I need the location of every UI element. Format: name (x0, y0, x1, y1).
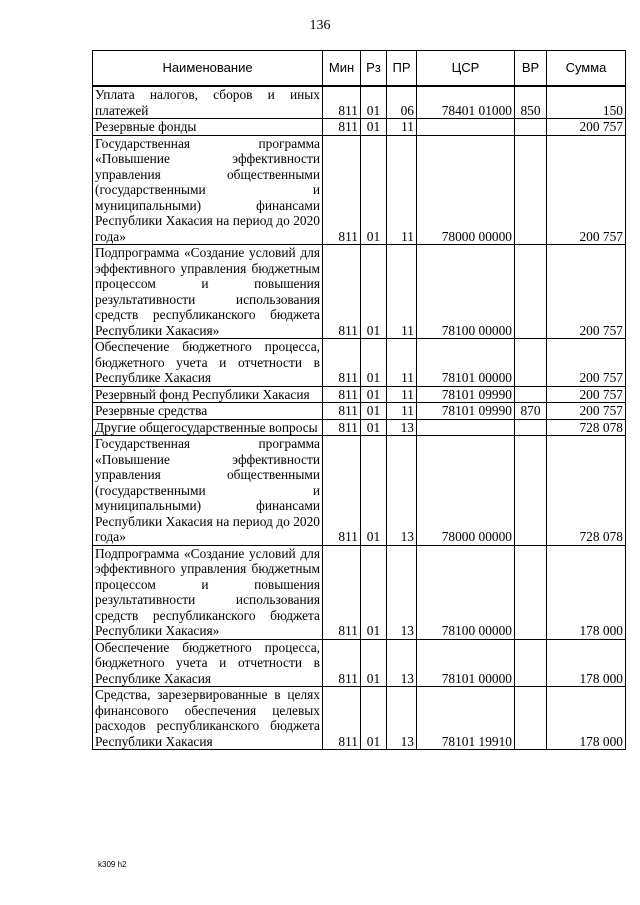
cell-rz: 01 (361, 245, 387, 339)
cell-min: 811 (323, 135, 361, 245)
cell-pr: 13 (387, 639, 417, 687)
cell-csr: 78101 09990 (417, 403, 515, 420)
cell-name: Подпрограмма «Создание условий для эффективного управления бюджетным процессом и повышения результативности использования средств республиканского бюджета Республики Хакасия» (93, 245, 323, 339)
header-min: Мин (323, 51, 361, 87)
cell-pr: 06 (387, 86, 417, 119)
budget-table (92, 50, 626, 750)
cell-name: Уплата налогов, сборов и иных платежей (93, 86, 323, 119)
cell-name: Резервные средства (93, 403, 323, 420)
header-name: Наименование (93, 51, 323, 87)
cell-min: 811 (323, 339, 361, 387)
cell-pr: 11 (387, 119, 417, 136)
header-rz: Рз (361, 51, 387, 87)
cell-csr (417, 119, 515, 136)
cell-min: 811 (323, 86, 361, 119)
cell-sum: 200 757 (547, 135, 626, 245)
cell-pr: 13 (387, 545, 417, 639)
cell-csr: 78101 09990 (417, 386, 515, 403)
cell-csr: 78000 00000 (417, 135, 515, 245)
cell-vr (515, 119, 547, 136)
cell-pr: 13 (387, 436, 417, 546)
cell-rz: 01 (361, 639, 387, 687)
cell-vr (515, 339, 547, 387)
table-row (93, 86, 626, 119)
cell-min: 811 (323, 245, 361, 339)
cell-min: 811 (323, 436, 361, 546)
cell-name: Резервный фонд Республики Хакасия (93, 386, 323, 403)
cell-rz: 01 (361, 687, 387, 750)
cell-csr: 78101 19910 (417, 687, 515, 750)
cell-pr: 11 (387, 135, 417, 245)
cell-csr: 78000 00000 (417, 436, 515, 546)
header-sum: Сумма (547, 51, 626, 87)
header-pr: ПР (387, 51, 417, 87)
cell-name: Резервные фонды (93, 119, 323, 136)
cell-name: Другие общегосударственные вопросы (93, 419, 323, 436)
cell-vr (515, 135, 547, 245)
cell-sum: 200 757 (547, 403, 626, 420)
cell-csr (417, 419, 515, 436)
cell-sum: 200 757 (547, 386, 626, 403)
cell-min: 811 (323, 386, 361, 403)
cell-min: 811 (323, 545, 361, 639)
table-row (93, 135, 626, 245)
cell-min: 811 (323, 403, 361, 420)
table-row (93, 545, 626, 639)
cell-sum: 728 078 (547, 419, 626, 436)
cell-pr: 11 (387, 386, 417, 403)
cell-sum: 200 757 (547, 245, 626, 339)
cell-name: Подпрограмма «Создание условий для эффективного управления бюджетным процессом и повышения результативности использования средств республиканского бюджета Республики Хакасия» (93, 545, 323, 639)
cell-csr: 78401 01000 (417, 86, 515, 119)
cell-name: Государственная программа «Повышение эффективности управления общественными (государственными и муниципальными) финансами Республики Хакасия на период до 2020 года» (93, 135, 323, 245)
cell-rz: 01 (361, 339, 387, 387)
cell-min: 811 (323, 687, 361, 750)
cell-vr (515, 639, 547, 687)
cell-rz: 01 (361, 436, 387, 546)
cell-sum: 150 (547, 86, 626, 119)
cell-pr: 11 (387, 245, 417, 339)
cell-rz: 01 (361, 86, 387, 119)
cell-rz: 01 (361, 419, 387, 436)
cell-vr: 850 (515, 86, 547, 119)
cell-csr: 78101 00000 (417, 639, 515, 687)
cell-sum: 728 078 (547, 436, 626, 546)
cell-pr: 11 (387, 339, 417, 387)
table-row (93, 687, 626, 750)
cell-name: Государственная программа «Повышение эффективности управления общественными (государственными и муниципальными) финансами Республики Хакасия на период до 2020 года» (93, 436, 323, 546)
cell-name: Обеспечение бюджетного процесса, бюджетного учета и отчетности в Республике Хакасия (93, 339, 323, 387)
cell-rz: 01 (361, 386, 387, 403)
table-row (93, 386, 626, 403)
cell-pr: 13 (387, 419, 417, 436)
table-row (93, 245, 626, 339)
cell-vr (515, 419, 547, 436)
cell-rz: 01 (361, 119, 387, 136)
cell-min: 811 (323, 639, 361, 687)
cell-min: 811 (323, 419, 361, 436)
cell-sum: 178 000 (547, 687, 626, 750)
cell-rz: 01 (361, 135, 387, 245)
cell-min: 811 (323, 119, 361, 136)
cell-csr: 78100 00000 (417, 245, 515, 339)
cell-vr (515, 386, 547, 403)
cell-rz: 01 (361, 545, 387, 639)
cell-sum: 200 757 (547, 339, 626, 387)
cell-name: Обеспечение бюджетного процесса, бюджетного учета и отчетности в Республике Хакасия (93, 639, 323, 687)
cell-vr: 870 (515, 403, 547, 420)
cell-pr: 11 (387, 403, 417, 420)
cell-vr (515, 687, 547, 750)
table-row (93, 339, 626, 387)
table-row (93, 436, 626, 546)
table-row (93, 639, 626, 687)
page-number: 136 (309, 18, 331, 33)
cell-vr (515, 436, 547, 546)
header-csr: ЦСР (417, 51, 515, 87)
cell-vr (515, 545, 547, 639)
cell-sum: 178 000 (547, 545, 626, 639)
cell-csr: 78100 00000 (417, 545, 515, 639)
cell-pr: 13 (387, 687, 417, 750)
cell-vr (515, 245, 547, 339)
table-row (93, 403, 626, 420)
cell-rz: 01 (361, 403, 387, 420)
cell-sum: 178 000 (547, 639, 626, 687)
header-vr: ВР (515, 51, 547, 87)
cell-sum: 200 757 (547, 119, 626, 136)
cell-csr: 78101 00000 (417, 339, 515, 387)
table-row (93, 119, 626, 136)
cell-name: Средства, зарезервированные в целях финансового обеспечения целевых расходов республиканского бюджета Республики Хакасия (93, 687, 323, 750)
table-row (93, 419, 626, 436)
footer-code: k309 h2 (98, 860, 127, 869)
table-body (93, 86, 626, 750)
table-header-row (93, 51, 626, 87)
